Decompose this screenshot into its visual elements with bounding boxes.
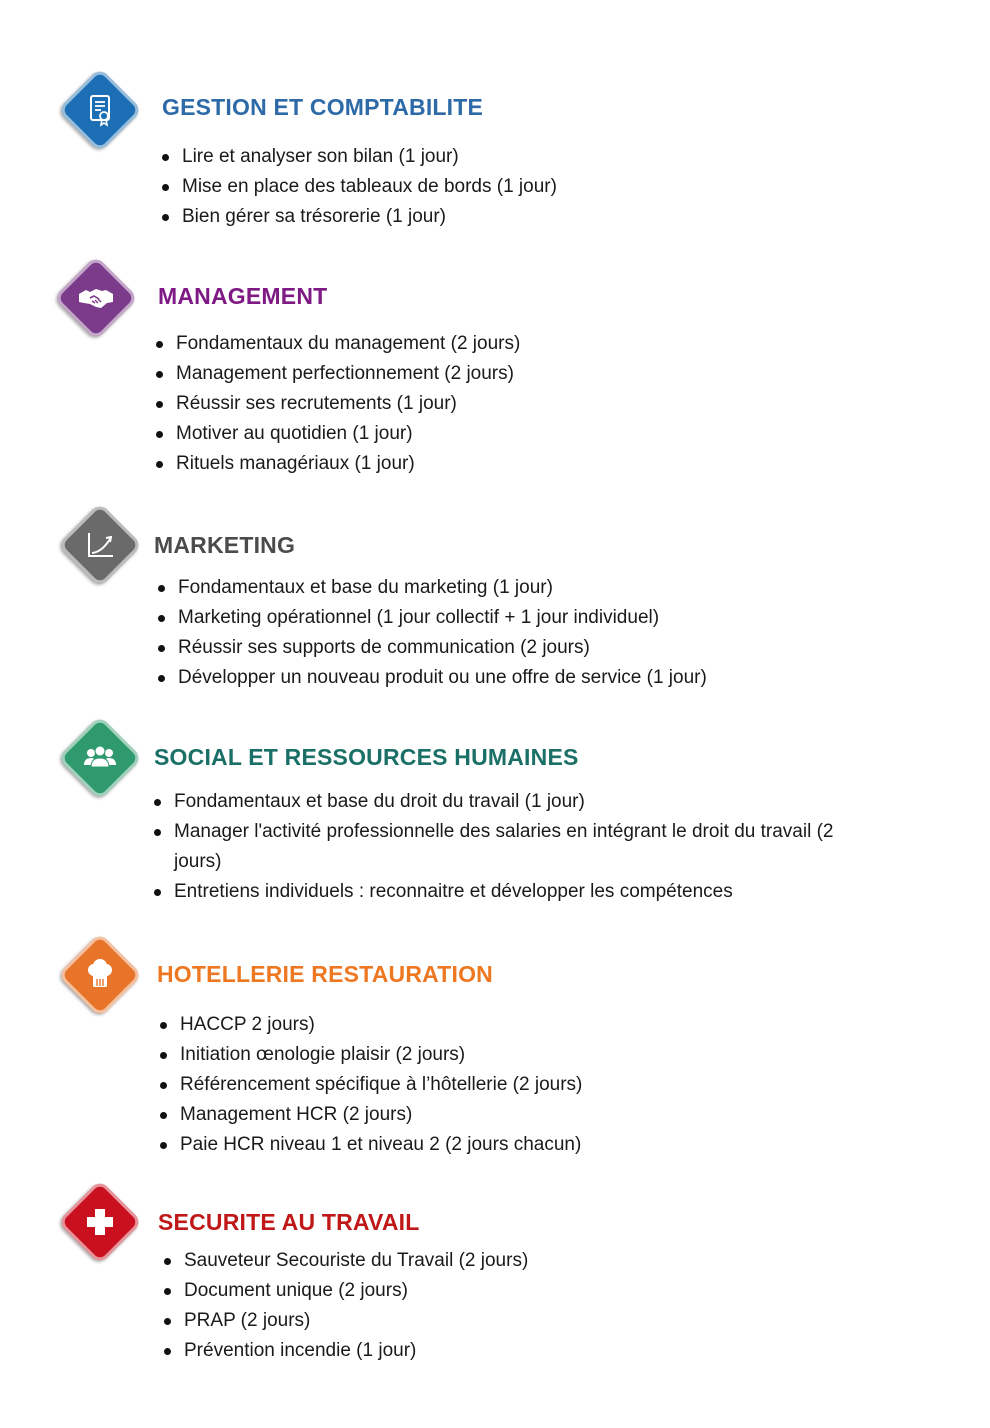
list-item: HACCP 2 jours) <box>158 1010 582 1040</box>
list-item: Fondamentaux et base du marketing (1 jour) <box>156 573 707 603</box>
section-title: GESTION ET COMPTABILITE <box>162 94 484 120</box>
section-title: MARKETING <box>154 532 296 558</box>
medical-cross-icon <box>80 1202 120 1242</box>
list-item: PRAP (2 jours) <box>162 1306 528 1336</box>
list-item: Développer un nouveau produit ou une offre de service (1 jour) <box>156 663 707 693</box>
item-list <box>152 787 874 907</box>
list-item: Entretiens individuels : reconnaitre et développer les compétences <box>152 877 874 907</box>
list-item: Fondamentaux et base du droit du travail (1 jour) <box>152 787 874 817</box>
list-item: Document unique (2 jours) <box>162 1276 528 1306</box>
list-item: Motiver au quotidien (1 jour) <box>154 419 520 449</box>
certificate-icon <box>80 90 120 130</box>
item-list <box>162 1246 528 1366</box>
list-item: Réussir ses supports de communication (2 jours) <box>156 633 707 663</box>
section-title: SECURITE AU TRAVAIL <box>158 1209 420 1235</box>
list-item: Rituels managériaux (1 jour) <box>154 449 520 479</box>
list-item: Initiation œnologie plaisir (2 jours) <box>158 1040 582 1070</box>
section-title: MANAGEMENT <box>158 283 328 309</box>
list-item: Marketing opérationnel (1 jour collectif + 1 jour individuel) <box>156 603 707 633</box>
list-item: Manager l'activité professionnelle des salaries en intégrant le droit du travail (2 jours) <box>152 817 874 877</box>
list-item: Bien gérer sa trésorerie (1 jour) <box>160 202 557 232</box>
list-item: Réussir ses recrutements (1 jour) <box>154 389 520 419</box>
list-item: Lire et analyser son bilan (1 jour) <box>160 142 557 172</box>
handshake-icon <box>76 278 116 318</box>
chef-hat-icon <box>80 955 120 995</box>
people-group-icon <box>80 738 120 778</box>
section-title: SOCIAL ET RESSOURCES HUMAINES <box>154 744 579 770</box>
list-item: Mise en place des tableaux de bords (1 jour) <box>160 172 557 202</box>
growth-chart-icon <box>80 525 120 565</box>
item-list <box>154 329 520 479</box>
list-item: Sauveteur Secouriste du Travail (2 jours) <box>162 1246 528 1276</box>
list-item: Management perfectionnement (2 jours) <box>154 359 520 389</box>
item-list <box>158 1010 582 1160</box>
list-item: Référencement spécifique à l’hôtellerie (2 jours) <box>158 1070 582 1100</box>
section-title: HOTELLERIE RESTAURATION <box>157 961 493 987</box>
list-item: Paie HCR niveau 1 et niveau 2 (2 jours chacun) <box>158 1130 582 1160</box>
list-item: Prévention incendie (1 jour) <box>162 1336 528 1366</box>
item-list <box>156 573 707 693</box>
list-item: Fondamentaux du management (2 jours) <box>154 329 520 359</box>
item-list <box>160 142 557 232</box>
list-item: Management HCR (2 jours) <box>158 1100 582 1130</box>
